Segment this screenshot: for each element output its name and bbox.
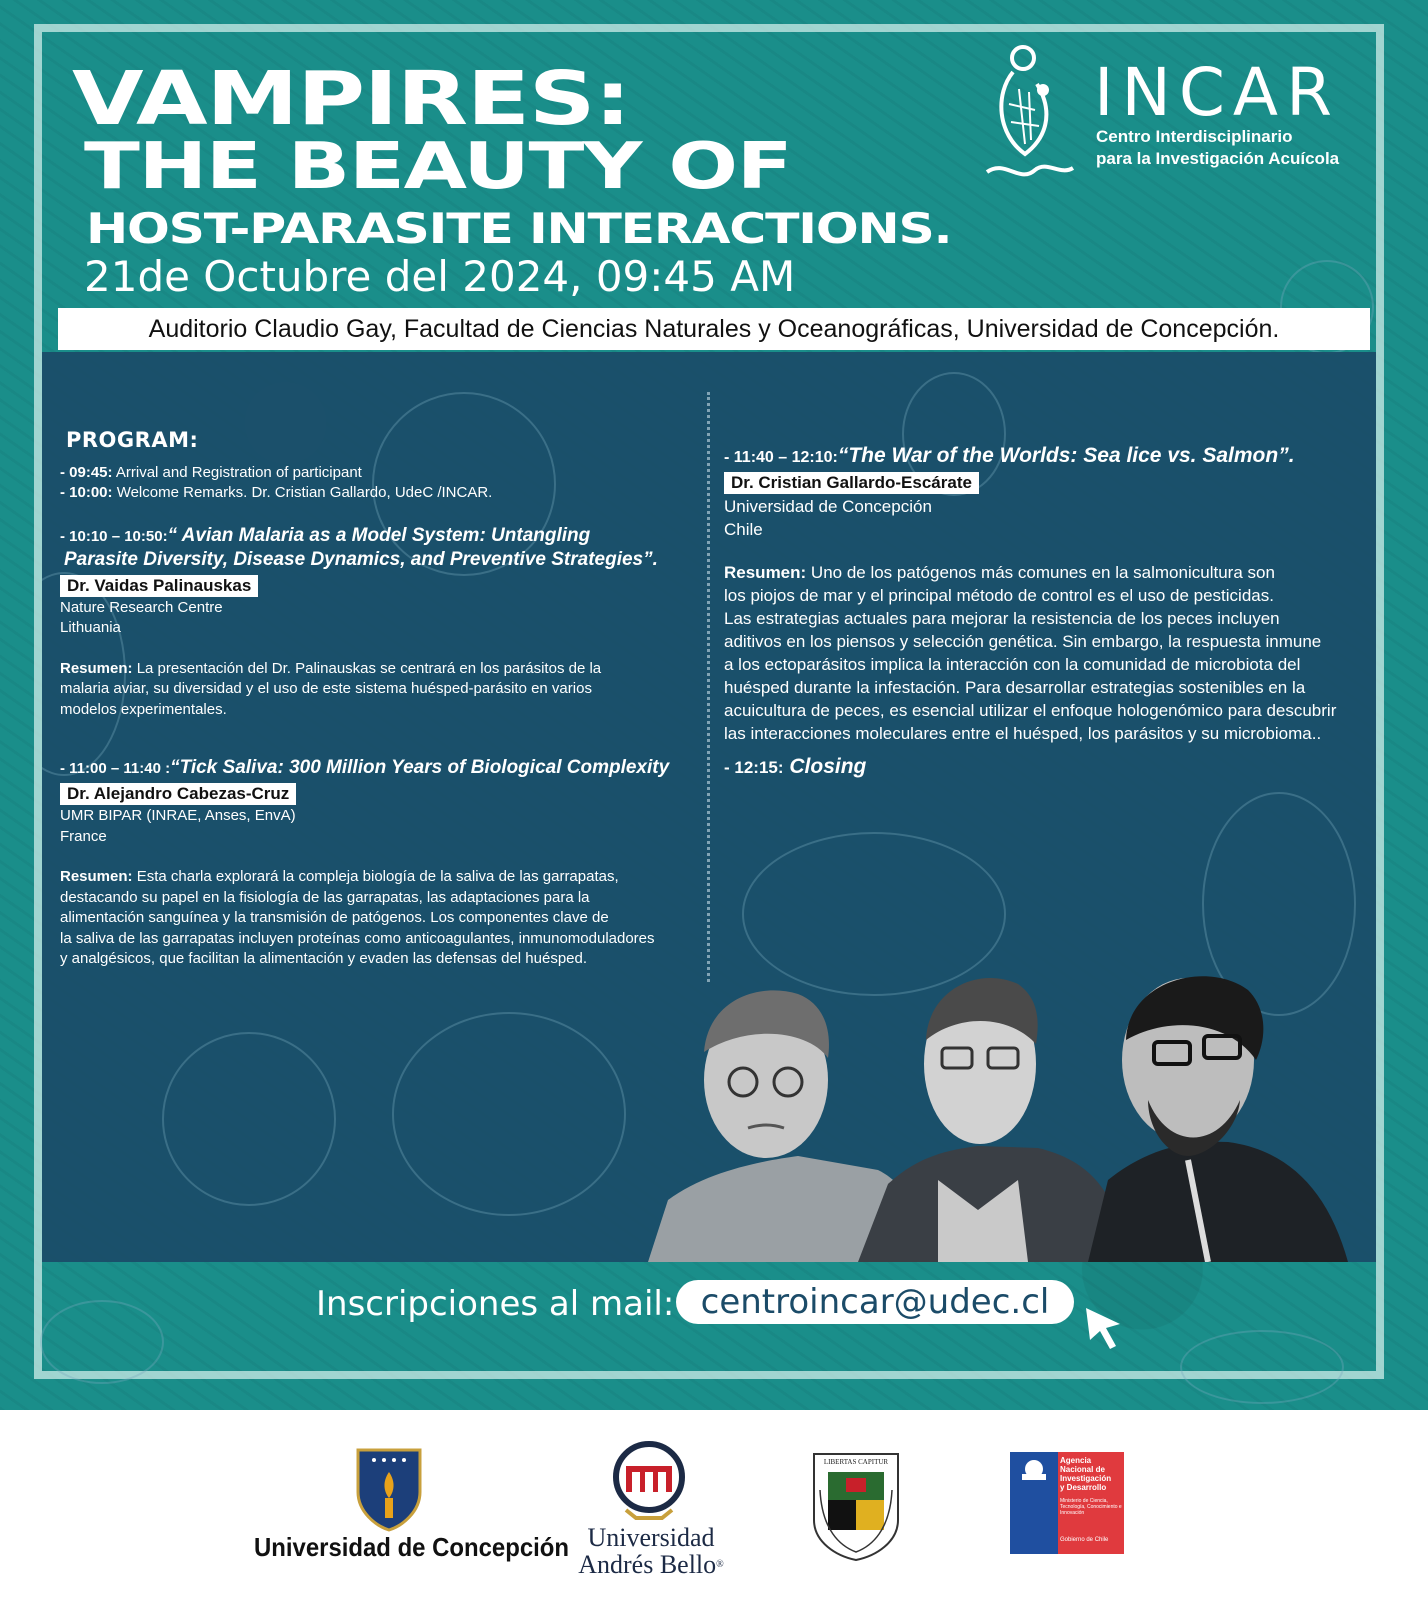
- speaker-photo-cabezas-cruz: [858, 978, 1128, 1262]
- closing-item: [724, 755, 1374, 779]
- event-title-line3: HOST-PARASITE INTERACTIONS.: [86, 204, 952, 253]
- summary-line: [60, 659, 690, 680]
- schedule-text: Arrival and Registration of participant: [112, 463, 362, 481]
- spacer: [724, 541, 1374, 561]
- talk-title-line: “ Avian Malaria as a Model System: Untangling: [167, 524, 591, 546]
- unab-name-line2: [576, 1551, 726, 1578]
- uach-shield-icon: [810, 1450, 902, 1562]
- event-venue: Auditorio Claudio Gay, Facultad de Ciencias Naturales y Oceanográficas, Universidad de Concepción.: [58, 308, 1370, 350]
- summary-text: Esta charla explorará la compleja biología de la saliva de las garrapatas,: [132, 868, 619, 885]
- unab-logo-name: [576, 1524, 726, 1578]
- schedule-text: Welcome Remarks. Dr. Cristian Gallardo, UdeC /INCAR.: [112, 484, 493, 501]
- anid-logo-text: [1060, 1456, 1122, 1545]
- summary-text: La presentación del Dr. Palinauskas se centrará en los parásitos de la: [132, 659, 602, 677]
- summary-line: [60, 867, 690, 888]
- summary-line: [724, 561, 1374, 584]
- spacer: [60, 847, 690, 867]
- speaker-country: Lithuania: [60, 619, 121, 636]
- parasite-doodle: [392, 1012, 626, 1216]
- summary-line: Las estrategias actuales para mejorar la resistencia de los peces incluyen: [724, 609, 1280, 628]
- talk-time: - 11:40 – 12:10:: [724, 449, 838, 466]
- program-left-column: [60, 430, 690, 970]
- registered-mark: ®: [716, 1559, 724, 1570]
- summary-line: destacando su papel en la fisiología de las garrapatas, las adaptaciones para la: [60, 888, 590, 906]
- anid-line: Nacional de: [1060, 1465, 1105, 1474]
- summary-line: la saliva de las garrapatas incluyen proteínas como anticoagulantes, inmunomoduladores: [60, 929, 655, 947]
- anid-ministry: Ministerio de Ciencia, Tecnología, Conocimiento e Innovación: [1060, 1498, 1122, 1516]
- speaker-affiliation: Universidad de Concepción: [724, 497, 932, 516]
- uach-motto: LIBERTAS CAPITUR: [823, 1458, 889, 1466]
- event-title-line2: THE BEAUTY OF: [84, 130, 792, 204]
- cursor-arrow-icon: [1082, 1304, 1126, 1352]
- speaker-name: Dr. Vaidas Palinauskas: [60, 575, 258, 597]
- event-title-line1: VAMPIRES:: [72, 56, 630, 142]
- schedule-time: - 10:00:: [60, 484, 113, 501]
- spacer: [724, 745, 1374, 755]
- schedule-item: [60, 483, 690, 504]
- udec-crest-icon: [354, 1446, 424, 1532]
- speaker-country: Chile: [724, 520, 763, 539]
- summary-line: acuicultura de peces, es esencial utilizar el enfoque hologenómico para descubrir: [724, 701, 1337, 720]
- talk-title: [60, 524, 690, 548]
- registration-label: Inscripciones al mail:: [316, 1284, 675, 1324]
- talk-title-line: Parasite Diversity, Disease Dynamics, and Preventive Strategies”.: [64, 548, 658, 570]
- event-date: 21de Octubre del 2024, 09:45 AM: [84, 252, 796, 301]
- speaker-affiliation: UMR BIPAR (INRAE, Anses, EnvA): [60, 807, 296, 824]
- schedule-item: [60, 463, 690, 484]
- speaker-name: Dr. Cristian Gallardo-Escárate: [724, 472, 979, 494]
- schedule-time: - 09:45:: [60, 463, 113, 481]
- incar-subtitle-line2: para la Investigación Acuícola: [1096, 149, 1340, 168]
- incar-logo-subtitle: [1096, 126, 1339, 170]
- summary-line: las interacciones moleculares entre el huésped, los parásitos y su microbioma..: [724, 724, 1322, 743]
- incar-logo-icon: [985, 44, 1075, 189]
- summary-label: Resumen:: [60, 868, 133, 885]
- anid-line: Investigación: [1060, 1474, 1112, 1483]
- speaker-photos: [648, 960, 1368, 1262]
- summary-line: los piojos de mar y el principal método de control es el uso de pesticidas.: [724, 586, 1274, 605]
- incar-subtitle-line1: Centro Interdisciplinario: [1096, 127, 1293, 146]
- summary-line: huésped durante la infestación. Para desarrollar estrategias sostenibles en la: [724, 678, 1306, 697]
- column-divider: [707, 392, 710, 982]
- summary-line: aditivos en los piensos y selección genética. Sin embargo, la respuesta inmune: [724, 632, 1322, 651]
- summary-label: Resumen:: [724, 563, 807, 582]
- parasite-doodle: [162, 1032, 336, 1206]
- registration-email-link[interactable]: centroincar@udec.cl: [676, 1280, 1074, 1324]
- program-right-column: [724, 444, 1374, 779]
- summary-text: Uno de los patógenos más comunes en la salmonicultura son: [806, 563, 1275, 582]
- summary-line: malaria aviar, su diversidad y el uso de este sistema huésped-parásito en varios: [60, 680, 592, 697]
- summary-line: alimentación sanguínea y la transmisión de patógenos. Los componentes clave de: [60, 909, 609, 926]
- talk-title-line: “Tick Saliva: 300 Million Years of Biological Complexity: [170, 757, 670, 778]
- speaker-photo-gallardo: [1088, 976, 1348, 1262]
- speaker-affiliation: Nature Research Centre: [60, 598, 223, 616]
- parasite-doodle: [1180, 1330, 1344, 1404]
- parasite-doodle: [40, 1300, 164, 1384]
- spacer: [60, 639, 690, 659]
- talk-title: [724, 444, 1374, 469]
- anid-line: y Desarrollo: [1060, 1483, 1107, 1492]
- udec-logo-name: Universidad de Concepción: [254, 1532, 570, 1562]
- anid-line: Agencia: [1060, 1456, 1092, 1465]
- speaker-name: Dr. Alejandro Cabezas-Cruz: [60, 783, 296, 805]
- incar-logo-name: INCAR: [1094, 54, 1340, 131]
- unab-name-line1: Universidad: [587, 1523, 715, 1552]
- summary-line: a los ectoparásitos implica la interacción con la comunidad de microbiota del: [724, 655, 1301, 674]
- talk-title-line: “The War of the Worlds: Sea lice vs. Salmon”.: [837, 444, 1295, 467]
- spacer: [60, 504, 690, 524]
- speaker-country: France: [60, 827, 107, 845]
- unab-name-line2-text: Andrés Bello: [578, 1550, 717, 1579]
- talk-title: [60, 756, 690, 780]
- talk-time: - 11:00 – 11:40 :: [60, 760, 171, 777]
- program-heading: PROGRAM:: [66, 428, 199, 452]
- summary-line: y analgésicos, que facilitan la alimentación y evaden las defensas del huésped.: [60, 950, 588, 967]
- closing-text: Closing: [783, 755, 867, 778]
- unab-emblem-icon: [612, 1440, 686, 1520]
- summary-label: Resumen:: [60, 659, 133, 677]
- summary-line: modelos experimentales.: [60, 700, 227, 718]
- closing-time: - 12:15:: [724, 758, 784, 777]
- talk-time: - 10:10 – 10:50:: [60, 527, 168, 545]
- spacer: [60, 720, 690, 756]
- anid-gov: Gobierno de Chile: [1060, 1537, 1109, 1543]
